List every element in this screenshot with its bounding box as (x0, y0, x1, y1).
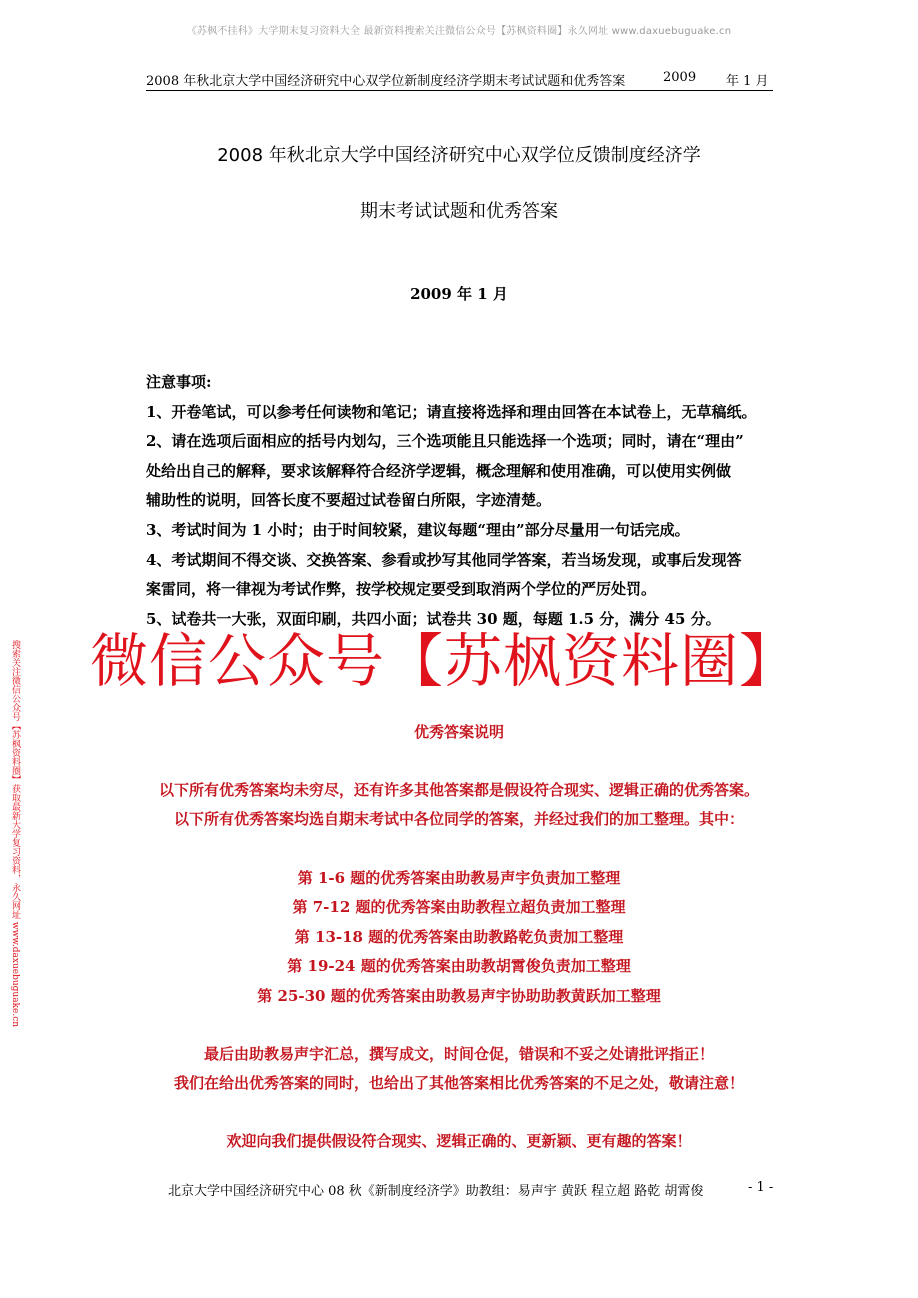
page-footer: 北京大学中国经济研究中心 08 秋《新制度经济学》助教组：易声宇 黄跃 程立超 路乾 胡霄俊 (168, 1184, 704, 1199)
closing-line: 我们在给出优秀答案的同时，也给出了其他答案相比优秀答案的不足之处，敬请注意！ (173, 1074, 744, 1092)
page-number: - 1 - (748, 1180, 774, 1195)
notes-line: 辅助性的说明，回答长度不要超过试卷留白所限，字迹清楚。 (146, 491, 552, 510)
running-header-month: 年 1 月 (726, 74, 769, 89)
document-date: 2009 年 1 月 (410, 285, 508, 303)
assignment-line: 第 25-30 题的优秀答案由助教易声宇协助助教黄跃加工整理 (257, 987, 661, 1005)
document-title-line1: 2008 年秋北京大学中国经济研究中心双学位反馈制度经济学 (217, 145, 701, 166)
top-banner: 《苏枫不挂科》大学期末复习资料大全 最新资料搜索关注微信公众号【苏枫资料圈】永久网址 www.daxuebuguake.cn (186, 26, 732, 37)
assignment-line: 第 13-18 题的优秀答案由助教路乾负责加工整理 (294, 928, 624, 946)
closing-line: 最后由助教易声宇汇总，撰写成文，时间仓促，错误和不妥之处请批评指正！ (203, 1045, 714, 1063)
welcome-line: 欢迎向我们提供假设符合现实、逻辑正确的、更新颖、更有趣的答案！ (226, 1132, 692, 1150)
running-header (146, 70, 773, 91)
sidebar-watermark: 搜索关注微信公众号【苏枫资料圈】获取最新大学复习资料，永久网址 www.daxuebuguake.cn (10, 640, 20, 1028)
document-title-line2: 期末考试试题和优秀答案 (360, 201, 558, 222)
notes-line: 案雷同，将一律视为考试作弊，按学校规定要受到取消两个学位的严厉处罚。 (146, 580, 657, 599)
notes-line: 4、考试期间不得交谈、交换答案、参看或抄写其他同学答案，若当场发现，或事后发现答 (146, 550, 742, 569)
running-header-title: 2008 年秋北京大学中国经济研究中心双学位新制度经济学期末考试试题和优秀答案 (146, 74, 626, 89)
answers-intro-line: 以下所有优秀答案均选自期末考试中各位同学的答案，并经过我们的加工整理。其中： (173, 810, 744, 828)
wechat-watermark: 微信公众号【苏枫资料圈】 (90, 627, 799, 695)
answers-heading: 优秀答案说明 (413, 723, 504, 741)
notes-line: 5、试卷共一大张，双面印刷，共四小面；试卷共 30 题，每题 1.5 分，满分 45 分。 (146, 609, 721, 628)
running-header-year: 2009 (663, 70, 697, 85)
notes-section (146, 368, 786, 634)
notes-line: 2、请在选项后面相应的括号内划勾，三个选项能且只能选择一个选项；同时，请在“理由” (146, 432, 744, 451)
notes-heading: 注意事项: (146, 373, 212, 391)
answers-intro-line: 以下所有优秀答案均未穷尽，还有许多其他答案都是假设符合现实、逻辑正确的优秀答案。 (158, 781, 759, 799)
notes-line: 1、开卷笔试，可以参考任何读物和笔记；请直接将选择和理由回答在本试卷上，无草稿纸。 (146, 402, 757, 421)
notes-line: 3、考试时间为 1 小时；由于时间较紧，建议每题“理由”部分尽量用一句话完成。 (146, 520, 690, 539)
assignment-line: 第 19-24 题的优秀答案由助教胡霄俊负责加工整理 (287, 957, 631, 975)
assignment-line: 第 7-12 题的优秀答案由助教程立超负责加工整理 (292, 898, 626, 916)
assignment-line: 第 1-6 题的优秀答案由助教易声宇负责加工整理 (297, 869, 621, 887)
notes-line: 处给出自己的解释，要求该解释符合经济学逻辑，概念理解和使用准确，可以使用实例做 (146, 461, 732, 480)
